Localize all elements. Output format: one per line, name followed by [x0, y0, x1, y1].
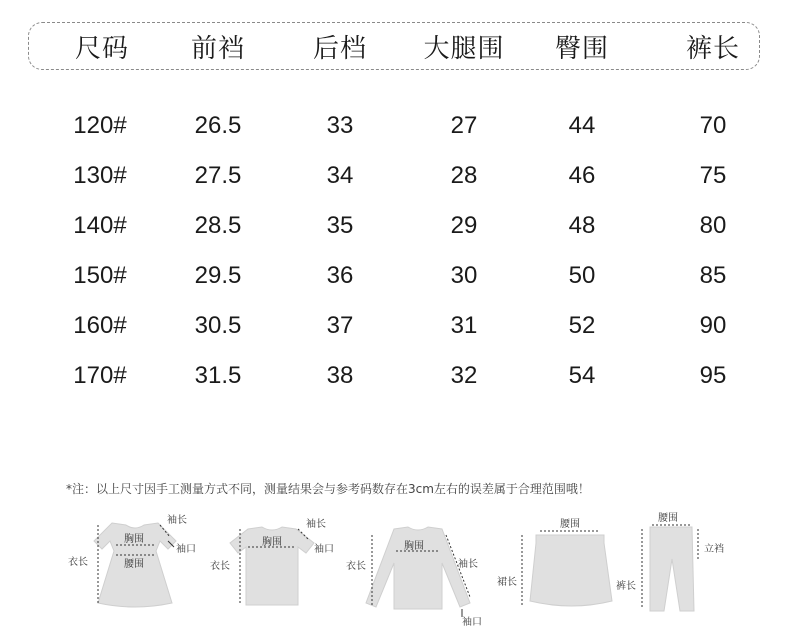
cell-size: 160#: [73, 312, 127, 339]
pants-diagram: [616, 512, 724, 611]
cell-thigh: 27: [450, 112, 478, 139]
cell-thigh: 31: [450, 312, 478, 339]
table-header-frame: [28, 22, 760, 70]
header-front-rise: 前裆: [190, 34, 246, 64]
measurement-diagrams: [0, 505, 790, 632]
cell-length: 95: [699, 362, 727, 389]
cell-hip: 44: [568, 112, 596, 139]
cell-length: 80: [699, 212, 727, 239]
table-row: [0, 362, 790, 392]
table-row: [0, 212, 790, 242]
tshirt-cuff-label: 袖口: [314, 544, 334, 555]
cell-front-rise: 27.5: [194, 162, 242, 189]
pants-rise-label: 立裆: [704, 544, 724, 555]
dress-diagram: [68, 513, 196, 607]
cell-size: 140#: [73, 212, 127, 239]
sweater-shape-icon: [366, 527, 470, 609]
cell-back-rise: 35: [326, 212, 354, 239]
cell-size: 150#: [73, 262, 127, 289]
dress-cuff-label: 袖口: [176, 544, 196, 555]
header-hip: 臀围: [554, 34, 610, 64]
tshirt-sleeve-label: 袖长: [306, 519, 326, 530]
cell-thigh: 32: [450, 362, 478, 389]
cell-size: 120#: [73, 112, 127, 139]
table-row: [0, 312, 790, 342]
pants-waist-label: 腰围: [658, 513, 678, 524]
sweater-sleeve-label: 袖长: [458, 559, 478, 570]
cell-back-rise: 36: [326, 262, 354, 289]
table-row: [0, 162, 790, 192]
header-size: 尺码: [74, 34, 130, 64]
pants-shape-icon: [650, 527, 694, 611]
header-back-rise: 后档: [312, 34, 368, 64]
cell-front-rise: 31.5: [194, 362, 242, 389]
skirt-shape-icon: [530, 535, 612, 606]
cell-back-rise: 38: [326, 362, 354, 389]
dress-length-label: 衣长: [68, 557, 88, 568]
cell-size: 170#: [73, 362, 127, 389]
cell-length: 70: [699, 112, 727, 139]
cell-hip: 50: [568, 262, 596, 289]
cell-thigh: 30: [450, 262, 478, 289]
sweater-diagram: [346, 527, 482, 628]
skirt-waist-label: 腰围: [560, 519, 580, 530]
cell-size: 130#: [73, 162, 127, 189]
cell-back-rise: 34: [326, 162, 354, 189]
header-length: 裤长: [685, 34, 741, 64]
cell-front-rise: 26.5: [194, 112, 242, 139]
cell-length: 85: [699, 262, 727, 289]
cell-front-rise: 30.5: [194, 312, 242, 339]
pants-length-label: 裤长: [616, 581, 636, 592]
cell-hip: 46: [568, 162, 596, 189]
dress-sleeve-label: 袖长: [167, 515, 187, 526]
skirt-diagram: [497, 518, 612, 606]
cell-hip: 48: [568, 212, 596, 239]
dress-chest-label: 胸围: [124, 534, 144, 545]
measurement-note: *注：以上尺寸因手工测量方式不同，测量结果会与参考码数存在3cm左右的误差属于合理范围哦！: [66, 482, 590, 496]
skirt-length-label: 裙长: [497, 577, 517, 588]
sweater-length-label: 衣长: [346, 561, 366, 572]
tshirt-length-label: 衣长: [210, 561, 230, 572]
tshirt-chest-label: 胸围: [262, 537, 282, 548]
cell-back-rise: 37: [326, 312, 354, 339]
cell-hip: 52: [568, 312, 596, 339]
cell-front-rise: 29.5: [194, 262, 242, 289]
cell-front-rise: 28.5: [194, 212, 242, 239]
sweater-cuff-label: 袖口: [462, 617, 482, 628]
sweater-chest-label: 胸围: [404, 541, 424, 552]
table-row: [0, 112, 790, 142]
cell-length: 90: [699, 312, 727, 339]
tshirt-diagram: [210, 517, 334, 605]
header-thigh: 大腿围: [423, 34, 505, 64]
cell-length: 75: [699, 162, 727, 189]
dress-waist-label: 腰围: [124, 559, 144, 570]
table-row: [0, 262, 790, 292]
cell-back-rise: 33: [326, 112, 354, 139]
cell-thigh: 29: [450, 212, 478, 239]
cell-thigh: 28: [450, 162, 478, 189]
cell-hip: 54: [568, 362, 596, 389]
